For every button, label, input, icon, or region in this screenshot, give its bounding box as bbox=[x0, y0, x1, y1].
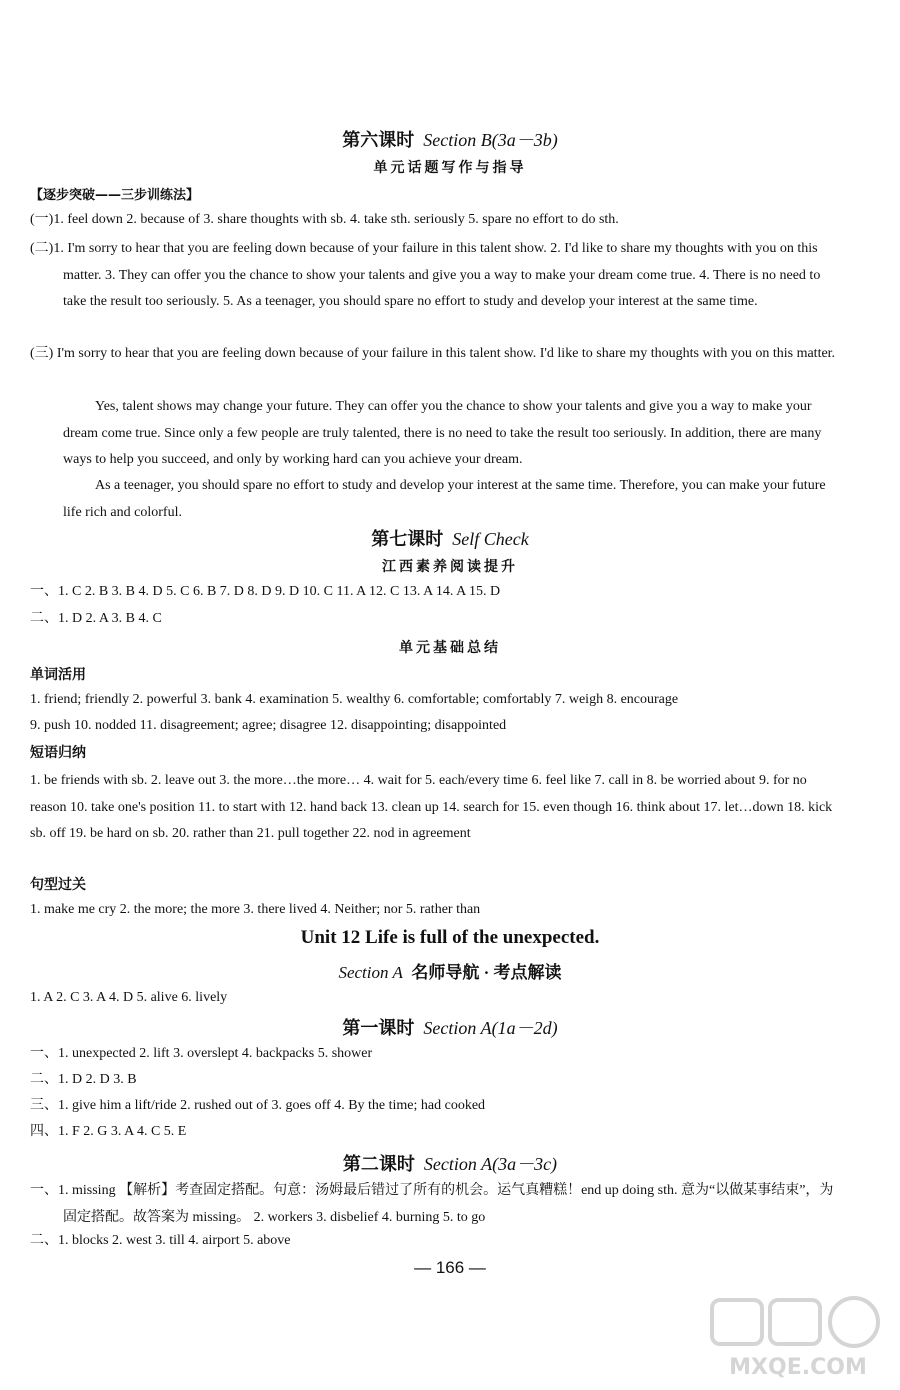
lesson-7-heading: 第七课时 Self Check bbox=[371, 529, 529, 549]
category-label: 短语归纳 bbox=[30, 745, 86, 761]
answer-line: 一、1. unexpected 2. lift 3. overslept 4. backpacks 5. shower bbox=[30, 1046, 373, 1061]
answer-line: 1. make me cry 2. the more; the more 3. there lived 4. Neither; nor 5. rather than bbox=[30, 902, 481, 917]
answer-line: 9. push 10. nodded 11. disagreement; agree; disagree 12. disappointing; disappointed bbox=[30, 718, 507, 733]
answer-line: 二、1. D 2. D 3. B bbox=[30, 1072, 137, 1087]
svg-text:MXQE.COM: MXQE.COM bbox=[729, 1355, 867, 1380]
phrases-paragraph: 1. be friends with sb. 2. leave out 3. the more…the more… 4. wait for 5. each/every time 6. feel like 7. call in 8. be worried about 9. for no reason 10. take one's position 11. to start with 12. hand back 13. clean up 14. search for 15. even though 16. think about 17. let…down 18. kick sb. off 19. be hard on sb. 20. rather than 21. pull together 22. nod in agreement bbox=[30, 773, 833, 841]
answer-line: (一)1. feel down 2. because of 3. share thoughts with sb. 4. take sth. seriously 5. spare no effort to do sth. bbox=[30, 212, 619, 227]
section-a-heading: Section A 名师导航 · 考点解读 bbox=[338, 963, 562, 982]
training-method-label: 【逐步突破——三步训练法】 bbox=[30, 188, 200, 203]
category-label: 单词活用 bbox=[30, 667, 86, 683]
page-number: — 166 — bbox=[414, 1258, 486, 1277]
essay-paragraph-2: Yes, talent shows may change your future. They can offer you the chance to show your talents and give you a way to make your dream come true. Since only a few people are truly talented, there is no need to take the result too seriously. In addition, there are many ways to help you succeed, and only by working hard can you achieve your dream. bbox=[63, 399, 822, 467]
lesson-6-subheading: 单元话题写作与指导 bbox=[373, 160, 527, 176]
essay-paragraph-3: As a teenager, you should spare no effort to study and develop your interest at the same time. Therefore, you can make your future life rich and colorful. bbox=[63, 478, 826, 520]
lesson-1-heading: 第一课时 Section A(1a－2d) bbox=[342, 1018, 558, 1038]
answer-line: 二、1. blocks 2. west 3. till 4. airport 5. above bbox=[30, 1233, 291, 1248]
answer-line: 1. A 2. C 3. A 4. D 5. alive 6. lively bbox=[30, 990, 228, 1005]
lesson-6-heading: 第六课时 Section B(3a－3b) bbox=[342, 130, 558, 150]
reading-subheading: 江西素养阅读提升 bbox=[382, 559, 518, 575]
answer-paragraph: 一、1. missing 【解析】考查固定搭配。句意：汤姆最后错过了所有的机会。运气真糟糕！end up doing sth. 意为“以做某事结束”，为固定搭配。故答案为 missing。 2. workers 3. disbelief 4. burning 5. to go bbox=[30, 1183, 834, 1225]
watermark-logo bbox=[708, 1296, 888, 1382]
lesson-2-heading: 第二课时 Section A(3a－3c) bbox=[342, 1154, 558, 1174]
answer-line: 三、1. give him a lift/ride 2. rushed out of 3. goes off 4. By the time; had cooked bbox=[30, 1098, 486, 1113]
essay-paragraph-1: (三) I'm sorry to hear that you are feeling down because of your failure in this talent show. I'd like to share my thoughts with you on this matter. bbox=[30, 346, 836, 361]
category-label: 句型过关 bbox=[30, 877, 86, 893]
answer-line: 四、1. F 2. G 3. A 4. C 5. E bbox=[30, 1124, 187, 1139]
answer-paragraph: (二)1. I'm sorry to hear that you are feeling down because of your failure in this talent show. 2. I'd like to share my thoughts with you on this matter. 3. They can offer you the chance to show your talents and give you a way to make your dream come true. 4. There is no need to take the result too seriously. 5. As a teenager, you should spare no effort to study and develop your interest at the same time. bbox=[30, 241, 821, 309]
unit-title: Unit 12 Life is full of the unexpected. bbox=[300, 927, 600, 948]
answer-line: 二、1. D 2. A 3. B 4. C bbox=[30, 611, 162, 626]
answer-line: 一、1. C 2. B 3. B 4. D 5. C 6. B 7. D 8. D 9. D 10. C 11. A 12. C 13. A 14. A 15. D bbox=[30, 584, 501, 599]
unit-summary-subheading: 单元基础总结 bbox=[399, 640, 501, 656]
answer-line: 1. friend; friendly 2. powerful 3. bank 4. examination 5. wealthy 6. comfortable; comfortably 7. weigh 8. encourage bbox=[30, 692, 679, 707]
